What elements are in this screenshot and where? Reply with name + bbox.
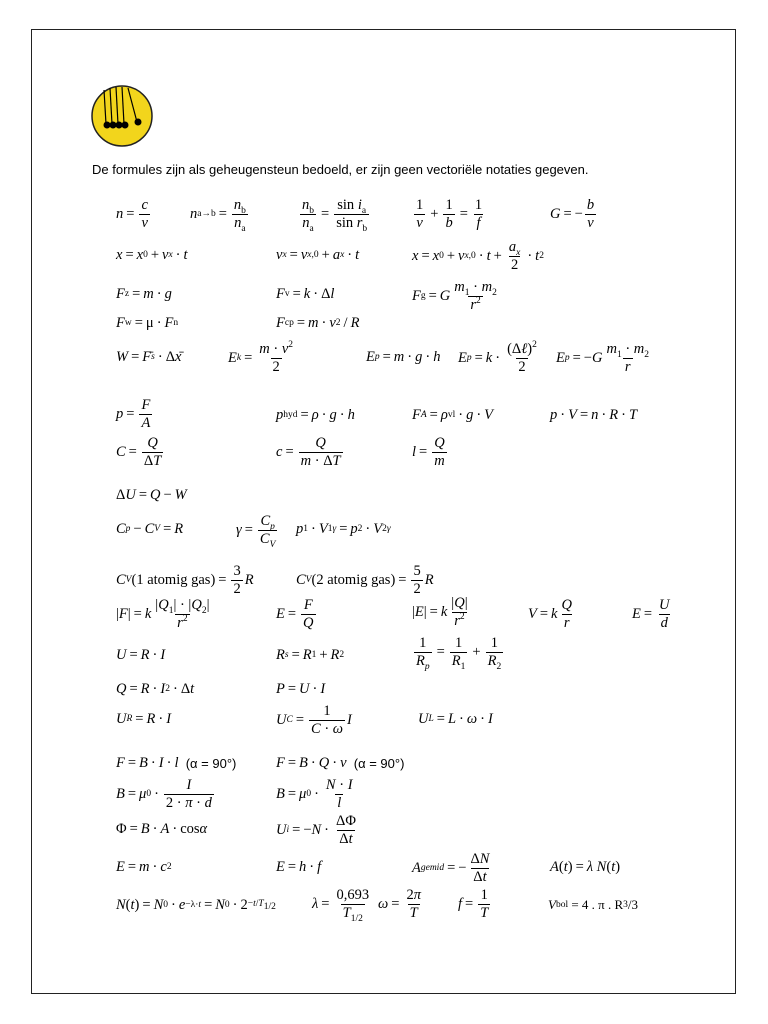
formula-fcp: F cp = m · v 2 / R — [276, 315, 360, 331]
formula-ep-spring: E p = k · $\frac{(\Delta\ell)^2}{2}$ — [458, 340, 537, 375]
formula-photon: E = h · f — [276, 859, 322, 875]
formula-lambda: λ = $\frac{0,693}{T_{1/2}}$ — [312, 887, 370, 924]
formula-n-c-v: n = $\frac{c}{v}$ — [116, 197, 148, 231]
intro-text: De formules zijn als geheugensteun bedoeld, er zijn geen vectoriële notaties gegeven. — [92, 162, 589, 177]
formula-uc: U C = $\frac{1}{C \cdot \omega}$ I — [276, 703, 352, 737]
formula-fv: F v = k · Δ l — [276, 286, 335, 302]
formula-ep-gravity: E p = m · g · h — [366, 349, 441, 365]
formula-lorentz-wire: F = B · I · l (α = 90°) — [116, 755, 237, 771]
formula-field-plates: E = $\frac{U}{d}$ — [632, 597, 670, 631]
formula-field-point: | E | = k $\frac{|Q|}{r^2}$ — [412, 595, 468, 629]
lambda-numerator: 0,693 — [336, 887, 370, 903]
formula-x-accel: x = x 0 + v x,0 · t + $\frac{a_x}{2}$ · t 2 — [412, 239, 544, 273]
formula-pressure: p = $\frac{F}{A}$ — [116, 397, 151, 431]
formula-fz: F z = m · g — [116, 286, 172, 302]
alpha-90-label-2: (α = 90°) — [353, 755, 405, 771]
formula-latent-heat: l = $\frac{Q}{m}$ — [412, 435, 445, 469]
formula-mayer: C p − C V = R — [116, 521, 184, 537]
formula-activity-avg: A gemid = − $\frac{\Delta N}{\Delta t}$ — [412, 851, 490, 885]
formula-cv-one-atom: C V ( 1 atomig gas ) = $\frac{3}{2}$ R — [116, 563, 254, 597]
formula-b-coil: B = μ 0 · $\frac{N \cdot I}{l}$ — [276, 777, 353, 811]
formula-frequency: f = $\frac{1}{T}$ — [458, 887, 489, 921]
formula-field: E = $\frac{F}{Q}$ — [276, 597, 314, 631]
formula-b-wire: B = μ 0 · $\frac{I}{2 \cdot \pi \cdot d}$ — [116, 777, 212, 811]
formula-adiabatic: p 1 · V 1 γ = p 2 · V 2 γ — [296, 521, 391, 537]
formula-archimedes: F A = ρ vl · g · V — [412, 407, 494, 423]
alpha-90-label-1: (α = 90°) — [185, 755, 237, 771]
formula-power: P = U · I — [276, 681, 326, 697]
formula-magnification: G = − $\frac{b}{v}$ — [550, 197, 595, 231]
formula-first-law: Δ U = Q − W — [116, 487, 187, 503]
vbol-rhs: = 4 . π . R — [571, 897, 624, 912]
formula-mass-energy: E = m · c 2 — [116, 859, 172, 875]
formula-flux: Φ = B · A · cos α — [116, 821, 208, 837]
formula-p-hyd: p hyd = ρ · g · h — [276, 407, 355, 423]
formula-gamma: γ = $\frac{C_p}{C_V}$ — [236, 513, 276, 550]
formula-activity: A ( t ) = λ N ( t ) — [550, 859, 621, 875]
formula-ohm: U = R · I — [116, 647, 166, 663]
formula-sphere-volume: V bol = 4 . π . R 3 /3 — [548, 897, 639, 912]
formula-n-a-b: n a→b = $\frac{n_b}{n_a}$ — [190, 197, 246, 234]
formula-joule: Q = R · I 2 · Δ t — [116, 681, 195, 697]
formula-ek: E k = $\frac{m \cdot v^2}{2}$ — [228, 340, 294, 375]
formula-decay: N ( t ) = N 0 · e −λ·t = N 0 · 2 $-t/T_{1/2}$ — [116, 897, 276, 913]
formula-cv-two-atom: C V ( 2 atomig gas ) = $\frac{5}{2}$ R — [296, 563, 434, 597]
formula-ul: U L = L · ω · I — [418, 711, 493, 727]
formula-vx: v x = v x,0 + a x · t — [276, 247, 360, 263]
one-atom-label: 1 atomig gas — [136, 571, 211, 588]
formula-snell: $\frac{n_b}{n_a}$ = $\frac{\sin i_a}{\sin r_b}$ — [302, 197, 368, 234]
formula-ur: U R = R · I — [116, 711, 172, 727]
formula-coulomb: | F | = k $\frac{|Q_1| \cdot |Q_2|}{r^2}$ — [116, 597, 210, 631]
formula-ep-newton: E p = − G $\frac{m_1 \cdot m_2}{r}$ — [556, 341, 650, 375]
formula-work: W = F s · Δ x — [116, 349, 182, 365]
gemid-subscript: gemid — [420, 863, 445, 873]
formula-heat-capacity: C = $\frac{Q}{\Delta T}$ — [116, 435, 162, 469]
formula-specific-heat: c = $\frac{Q}{m \cdot \Delta T}$ — [276, 435, 341, 469]
formula-x-uniform: x = x 0 + v x · t — [116, 247, 188, 263]
newtons-cradle-icon — [90, 84, 154, 148]
formula-induction: U i = − N · $\frac{\Delta\Phi}{\Delta t}$ — [276, 813, 356, 847]
formula-parallel: $\frac{1}{R_p}$ = $\frac{1}{R_1}$ + $\frac{1}{R_2}$ — [416, 635, 502, 672]
formula-ideal-gas: p · V = n · R · T — [550, 407, 638, 423]
two-atom-label: 2 atomig gas — [316, 571, 391, 588]
formula-potential: V = k $\frac{Q}{r}$ — [528, 597, 572, 631]
formula-lens: $\frac{1}{v}$ + $\frac{1}{b}$ = $\frac{1}{f}$ — [416, 197, 483, 231]
formula-lorentz-charge: F = B · Q · v (α = 90°) — [276, 755, 405, 771]
formula-series: R s = R 1 + R 2 — [276, 647, 345, 663]
formula-fw: F w = μ · F n — [116, 315, 179, 331]
formula-omega: ω = $\frac{2\pi}{T}$ — [378, 887, 421, 921]
formula-fg: F g = G $\frac{m_1 \cdot m_2}{r^2}$ — [412, 279, 497, 313]
